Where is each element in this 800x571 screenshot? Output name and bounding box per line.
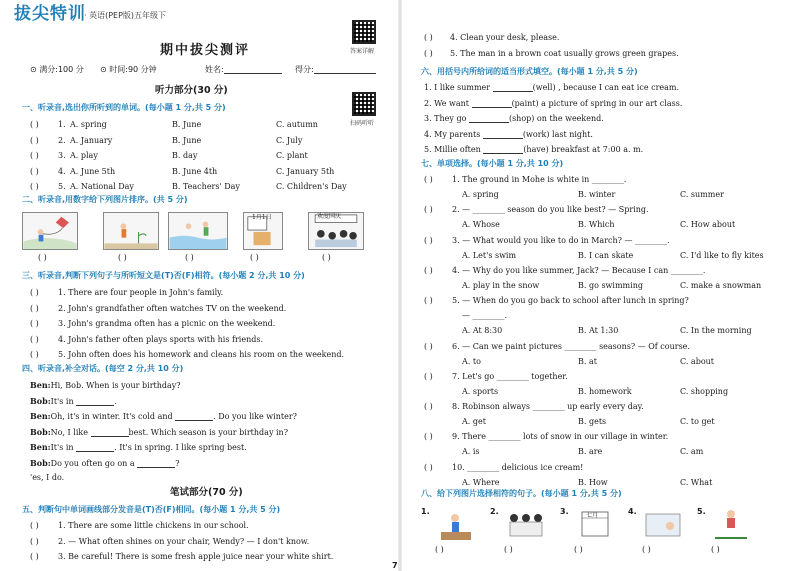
- option-a: A. spring: [70, 120, 107, 129]
- question-answer-line: — ________.: [462, 311, 508, 321]
- item-text-post: (well) , because I can eat ice cream.: [532, 83, 680, 92]
- item-text-pre: 1. I like summer: [424, 83, 493, 92]
- picture-2-plant: [103, 212, 159, 250]
- answer-paren[interactable]: ( ): [424, 33, 433, 42]
- option-c: C. make a snowman: [680, 280, 762, 290]
- option-b: B. How: [578, 477, 608, 487]
- option-a: A. play: [70, 151, 98, 160]
- line-text-pre: 'es, I do.: [30, 473, 65, 482]
- answer-paren[interactable]: ( ): [30, 536, 39, 546]
- answer-paren[interactable]: ( ): [424, 175, 433, 184]
- picture-number: 1.: [421, 507, 430, 516]
- dialogue-line: [30, 459, 179, 468]
- option-a: A. spring: [462, 190, 499, 199]
- option-b: B. Which: [578, 220, 615, 230]
- answer-paren[interactable]: ( ): [424, 205, 433, 215]
- statement-text: 3. John's grandma often has a picnic on the weekend.: [58, 319, 276, 328]
- brand-logo: 拔尖特训: [14, 4, 86, 24]
- line-text-pre: It's in: [50, 396, 77, 406]
- option-c: C. shopping: [680, 386, 729, 396]
- option-b: B. are: [578, 447, 603, 457]
- statement-text: 5. The man in a brown coat usually grows green grapes.: [450, 48, 679, 58]
- fill-blank[interactable]: [175, 414, 213, 421]
- picture-3-calendar-text: 七月: [586, 512, 599, 519]
- question-text: 1. The ground in Mohe is white in ________.: [452, 175, 627, 184]
- option-a: A. is: [462, 447, 480, 457]
- line-text-pre: Oh, it's in winter. It's cold and: [50, 412, 176, 421]
- picture-5-banner-text: 欢度国庆: [317, 213, 342, 220]
- option-a: A. June 5th: [70, 166, 116, 176]
- fill-in-item: [424, 131, 593, 139]
- fill-blank[interactable]: [137, 461, 175, 468]
- question-number: 5.: [58, 182, 66, 191]
- speaker: Bob:: [30, 395, 51, 406]
- statement-text: 3. Be careful! There is some fresh apple juice near your white shirt.: [58, 552, 334, 561]
- answer-paren-pic-5[interactable]: ( ): [322, 253, 331, 262]
- answer-paren[interactable]: ( ): [30, 182, 39, 191]
- statement-text: 4. John's father often plays sports with his friends.: [58, 334, 263, 344]
- question-text: 9. There ________ lots of snow in our village in winter.: [452, 432, 669, 442]
- question-text: 4. — Why do you like summer, Jack? — Because I can ________.: [452, 265, 706, 275]
- answer-paren[interactable]: ( ): [424, 48, 433, 58]
- option-c: C. What: [680, 477, 713, 487]
- page-title: 期中拔尖测评: [160, 43, 251, 58]
- picture-number: 5.: [697, 507, 706, 516]
- question-number: 2.: [58, 135, 66, 145]
- section-5-title: 五、判断句中单词画线部分发音是(T)否(F)相同。(每小题 1 分,共 5 分): [22, 505, 281, 514]
- dialogue-line: [30, 412, 297, 421]
- answer-paren[interactable]: ( ): [30, 151, 39, 160]
- answer-paren[interactable]: ( ): [30, 552, 39, 561]
- option-a: A. National Day: [70, 182, 134, 191]
- section-6-title: 六、用括号内所给词的适当形式填空。(每小题 1 分,共 5 分): [421, 67, 638, 76]
- line-text-post: .: [114, 396, 117, 406]
- option-b: B. at: [578, 356, 597, 366]
- dialogue-line: [30, 443, 247, 452]
- answer-paren[interactable]: ( ): [642, 545, 651, 554]
- fill-blank[interactable]: [472, 101, 512, 108]
- statement-text: 1. There are some little chickens in our school.: [58, 521, 249, 530]
- line-text-pre: Do you often go on a: [50, 458, 138, 468]
- page-gutter: [398, 0, 402, 571]
- line-text-pre: No, I like: [50, 427, 91, 437]
- statement-text: 5. John often does his homework and cleans his room on the weekend.: [58, 350, 345, 359]
- statement-text: 1. There are four people in John's family.: [58, 288, 224, 297]
- option-c: C. In the morning: [680, 326, 752, 336]
- statement-text: 2. — What often shines on your chair, Wendy? — I don't know.: [58, 536, 310, 546]
- answer-paren[interactable]: ( ): [424, 341, 433, 351]
- option-b: B. At 1:30: [578, 326, 619, 336]
- answer-paren[interactable]: ( ): [435, 545, 444, 554]
- speaker: Ben:: [30, 411, 51, 421]
- option-c: C. Children's Day: [276, 182, 347, 191]
- picture-4-calendar-text: 1月1日: [252, 214, 272, 221]
- option-a: A. At 8:30: [462, 326, 503, 336]
- option-b: B. gets: [578, 417, 607, 427]
- fill-in-item: [424, 115, 604, 123]
- item-text-post: (have) breakfast at 7:00 a. m.: [523, 145, 644, 154]
- qr-label-listening: 扫码听听: [350, 120, 375, 127]
- option-a: A. Whose: [462, 220, 500, 230]
- dialogue-line: [30, 381, 181, 390]
- question-number: 4.: [58, 166, 66, 176]
- qr-label-answers: 答案详解: [350, 48, 375, 55]
- statement-text: 2. John's grandfather often watches TV on the weekend.: [58, 303, 287, 313]
- answer-paren[interactable]: ( ): [30, 350, 39, 359]
- option-b: B. June: [172, 120, 202, 129]
- section-7-title: 七、单项选择。(每小题 1 分,共 10 分): [421, 159, 564, 168]
- option-a: A. Let's swim: [462, 250, 517, 260]
- answer-paren[interactable]: ( ): [30, 303, 39, 313]
- option-c: C. autumn: [276, 120, 318, 129]
- question-number: 3.: [58, 151, 66, 160]
- writing-part-title: 笔试部分(70 分): [170, 487, 243, 498]
- item-text-pre: 2. We want: [424, 98, 472, 108]
- answer-paren[interactable]: ( ): [30, 521, 39, 530]
- picture-3-swim: [168, 212, 228, 250]
- section-2-title: 二、听录音,用数字给下列图片排序。(共 5 分): [22, 195, 188, 204]
- score-field[interactable]: 得分:: [295, 66, 376, 74]
- fill-in-item: [424, 84, 679, 92]
- statement-text: 4. Clean your desk, please.: [450, 33, 560, 42]
- speaker: Ben:: [30, 380, 51, 390]
- question-text: 5. — When do you go back to school after lunch in spring?: [452, 296, 689, 306]
- answer-paren-pic-4[interactable]: ( ): [250, 253, 259, 262]
- question-text: 3. — What would you like to do in March? — ________.: [452, 235, 670, 245]
- line-text-pre: It's in: [50, 443, 77, 452]
- section-1-title: 一、听录音,选出你所听到的单词。(每小题 1 分,共 5 分): [22, 103, 226, 112]
- match-picture: [711, 506, 755, 542]
- listening-part-title: 听力部分(30 分): [155, 85, 228, 96]
- book-subtitle: · 英语(PEP版)五年级下: [84, 11, 167, 20]
- option-b: B. day: [172, 151, 198, 160]
- dialogue-line: [30, 397, 117, 406]
- question-number: 1.: [58, 120, 66, 129]
- answer-paren[interactable]: ( ): [504, 545, 513, 554]
- match-picture: [435, 506, 479, 542]
- option-b: B. homework: [578, 386, 632, 396]
- match-picture: [642, 506, 686, 542]
- answer-paren[interactable]: ( ): [30, 120, 39, 129]
- line-text-post: best. Which season is your birthday in?: [128, 427, 288, 437]
- answer-paren[interactable]: ( ): [424, 432, 433, 442]
- question-text: 7. Let's go ________ together.: [452, 371, 568, 381]
- name-field[interactable]: 姓名:: [205, 66, 282, 74]
- option-a: A. to: [462, 356, 481, 366]
- answer-paren[interactable]: ( ): [574, 545, 583, 554]
- item-text-pre: 3. They go: [424, 114, 469, 123]
- full-score: ⊙ 满分:100 分: [30, 65, 84, 74]
- option-a: A. get: [462, 417, 486, 427]
- picture-number: 4.: [628, 507, 637, 516]
- fill-in-item: [424, 100, 682, 108]
- answer-paren[interactable]: ( ): [30, 319, 39, 328]
- fill-blank[interactable]: [76, 445, 114, 452]
- answer-paren-pic-2[interactable]: ( ): [118, 253, 127, 262]
- option-b: B. June 4th: [172, 166, 218, 176]
- option-b: B. June: [172, 135, 202, 145]
- answer-paren[interactable]: ( ): [30, 166, 39, 176]
- fill-blank[interactable]: [493, 85, 533, 92]
- option-a: A. Where: [462, 477, 500, 487]
- picture-1-kite: [22, 212, 78, 250]
- line-text-post: . Do you like winter?: [213, 412, 297, 421]
- page-number: 7: [392, 561, 398, 570]
- line-text-post: ?: [175, 458, 180, 468]
- item-text-post: (paint) a picture of spring in our art class.: [511, 98, 683, 108]
- answer-paren[interactable]: ( ): [424, 296, 433, 306]
- answer-paren[interactable]: ( ): [424, 235, 433, 245]
- answer-paren[interactable]: ( ): [424, 402, 433, 412]
- option-c: C. January 5th: [276, 166, 335, 176]
- option-b: B. I can skate: [578, 250, 634, 260]
- item-text-pre: 5. Millie often: [424, 145, 484, 154]
- option-b: B. winter: [578, 190, 616, 199]
- option-a: A. sports: [462, 386, 499, 396]
- item-text-pre: 4. My parents: [424, 129, 483, 139]
- option-b: B. Teachers' Day: [172, 182, 240, 191]
- option-c: C. summer: [680, 190, 724, 199]
- dialogue-line: [30, 474, 64, 482]
- line-text-post: . It's in spring. I like spring best.: [114, 443, 247, 452]
- option-c: C. about: [680, 356, 714, 366]
- match-picture: [504, 506, 548, 542]
- line-text-pre: Hi, Bob. When is your birthday?: [50, 381, 181, 390]
- picture-number: 3.: [560, 507, 569, 516]
- section-4-title: 四、听录音,补全对话。(每空 2 分,共 10 分): [22, 364, 184, 373]
- speaker: Bob:: [30, 426, 51, 437]
- dialogue-line: [30, 428, 288, 437]
- speaker: Bob:: [30, 457, 51, 468]
- question-text: 10. ________ delicious ice cream!: [452, 462, 584, 472]
- question-text: 8. Robinson always ________ up early every day.: [452, 402, 644, 412]
- section-3-title: 三、听录音,判断下列句子与所听短文是(T)否(F)相符。(每小题 2 分,共 10 分): [22, 271, 305, 280]
- option-c: C. am: [680, 447, 704, 457]
- item-text-post: (shop) on the weekend.: [508, 114, 604, 123]
- answer-paren-pic-3[interactable]: ( ): [185, 253, 194, 262]
- option-a: A. January: [70, 135, 113, 145]
- answer-paren[interactable]: ( ): [30, 135, 39, 145]
- option-c: C. How about: [680, 220, 736, 230]
- answer-paren[interactable]: ( ): [424, 371, 433, 381]
- option-c: C. to get: [680, 417, 715, 427]
- section-8-title: 八、给下列图片选择相符的句子。(每小题 1 分,共 5 分): [421, 489, 622, 498]
- fill-blank[interactable]: [483, 147, 523, 154]
- option-b: B. go swimming: [578, 280, 643, 290]
- answer-paren-pic-1[interactable]: ( ): [38, 253, 47, 262]
- time-limit: ⊙ 时间:90 分钟: [100, 65, 157, 74]
- option-a: A. play in the snow: [462, 280, 540, 290]
- fill-blank[interactable]: [76, 399, 114, 406]
- answer-paren[interactable]: ( ): [711, 545, 720, 554]
- fill-blank[interactable]: [469, 116, 509, 123]
- question-text: 6. — Can we paint pictures ________ seasons? — Of course.: [452, 341, 690, 351]
- answer-paren[interactable]: ( ): [424, 265, 433, 275]
- item-text-post: (work) last night.: [522, 129, 593, 139]
- option-c: C. July: [276, 135, 303, 145]
- answer-paren[interactable]: ( ): [30, 288, 39, 297]
- answer-paren[interactable]: ( ): [30, 334, 39, 344]
- option-c: C. plant: [276, 151, 308, 160]
- fill-in-item: [424, 146, 643, 154]
- fill-blank[interactable]: [91, 430, 129, 437]
- answer-paren[interactable]: ( ): [424, 462, 433, 472]
- option-c: C. I'd like to fly kites: [680, 250, 764, 260]
- qr-code-listening[interactable]: [352, 92, 376, 116]
- question-text: 2. — ________ season do you like best? — Spring.: [452, 205, 649, 215]
- qr-code-answers[interactable]: [352, 20, 376, 44]
- fill-blank[interactable]: [483, 132, 523, 139]
- picture-number: 2.: [490, 507, 499, 516]
- speaker: Ben:: [30, 442, 51, 452]
